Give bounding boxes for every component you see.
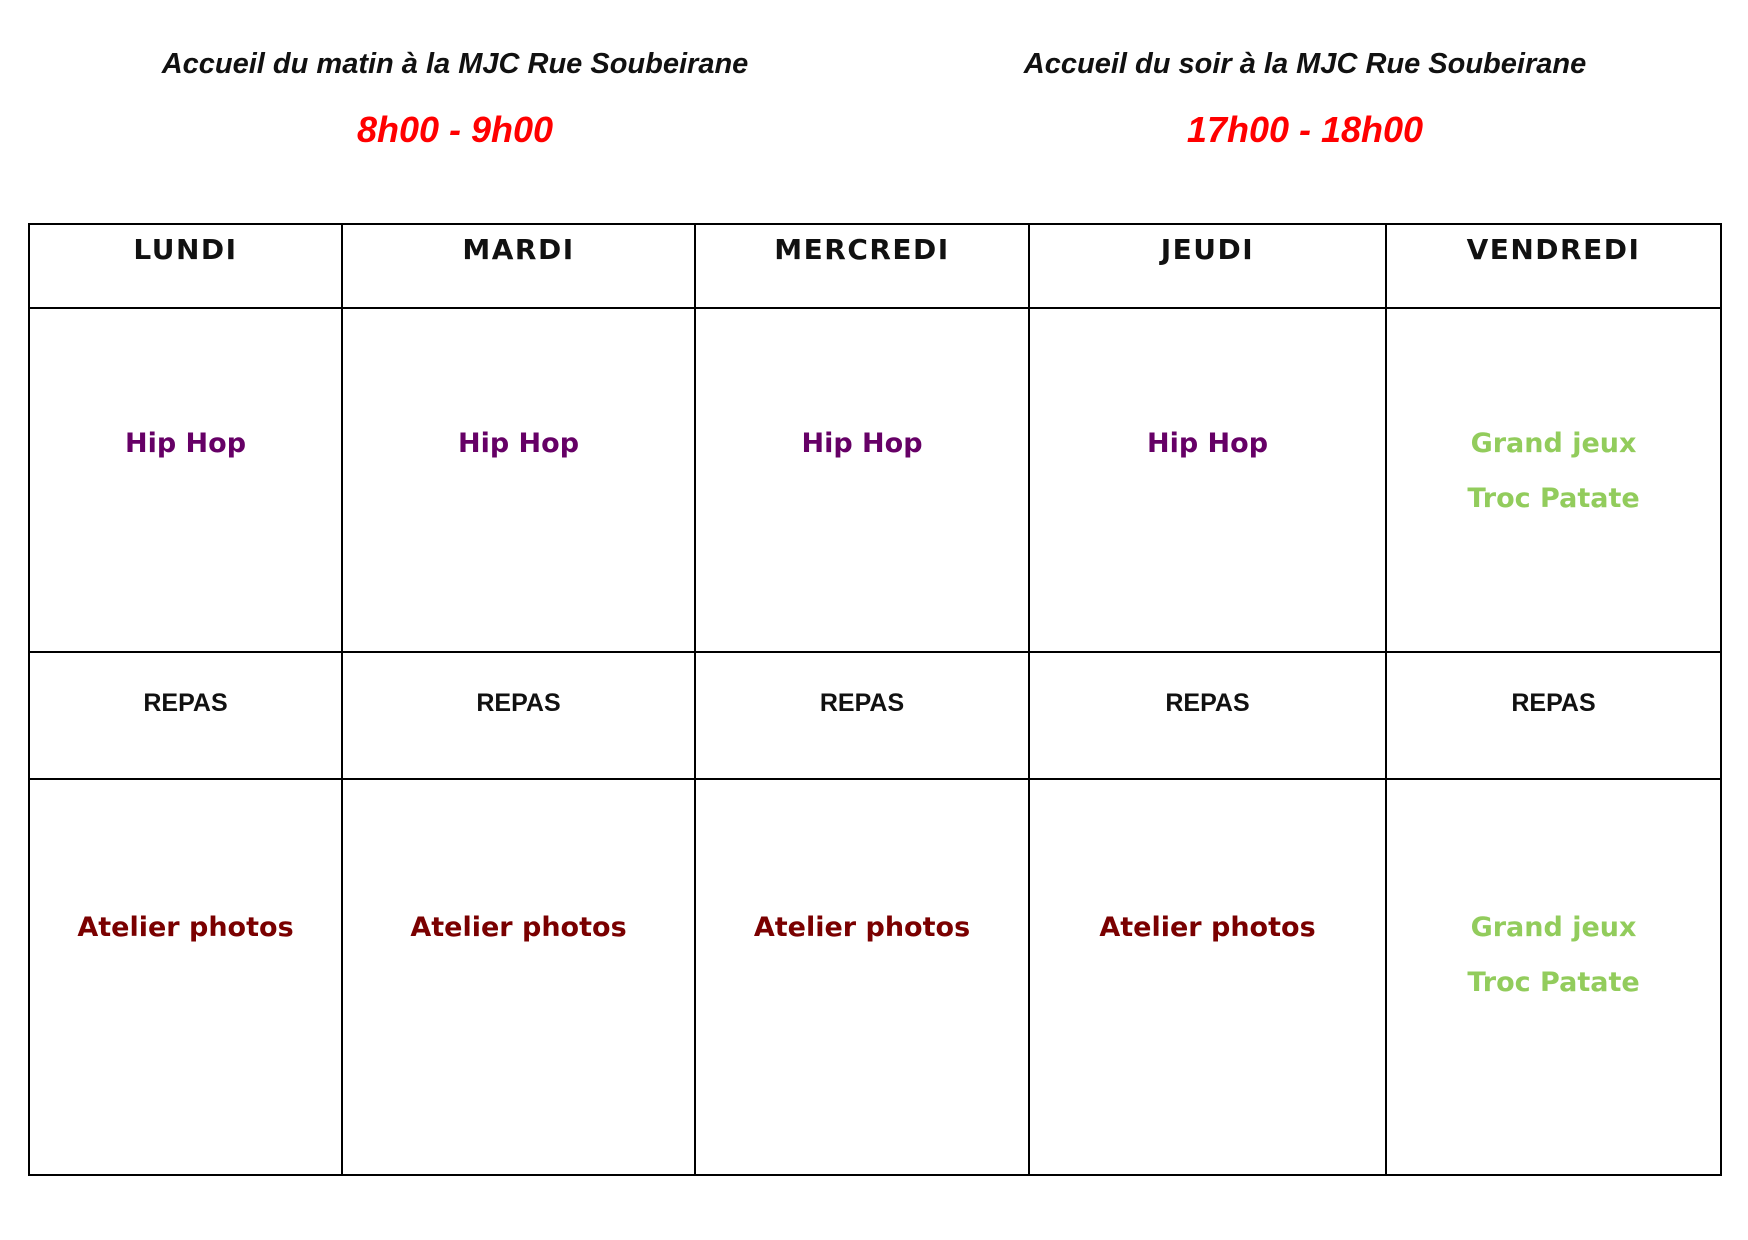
day-header-lundi: LUNDI bbox=[29, 224, 342, 308]
meal-row bbox=[29, 652, 1721, 779]
morning-cell-mardi bbox=[342, 308, 695, 652]
morning-reception-header bbox=[140, 48, 770, 151]
activity-label: Atelier photos bbox=[410, 912, 627, 943]
morning-activities-row bbox=[29, 308, 1721, 652]
afternoon-cell-jeudi bbox=[1029, 779, 1386, 1175]
activity-label: Troc Patate bbox=[1467, 967, 1640, 998]
morning-cell-mercredi bbox=[695, 308, 1029, 652]
activity-label: Atelier photos bbox=[753, 912, 971, 943]
activity-label: Atelier photos bbox=[1099, 912, 1316, 943]
evening-reception-title: Accueil du soir à la MJC Rue Soubeirane bbox=[1023, 48, 1587, 80]
activity-label: Hip Hop bbox=[124, 428, 247, 459]
meal-cell-mardi bbox=[342, 652, 695, 779]
morning-cell-jeudi bbox=[1029, 308, 1386, 652]
morning-cell-lundi bbox=[29, 308, 342, 652]
afternoon-cell-mardi bbox=[342, 779, 695, 1175]
day-header-mardi: MARDI bbox=[342, 224, 695, 308]
activity-label: Grand jeux bbox=[1470, 428, 1637, 459]
activity-label: Hip Hop bbox=[457, 428, 580, 459]
meal-label: REPAS bbox=[1165, 689, 1250, 717]
activity-label: Atelier photos bbox=[77, 912, 294, 943]
meal-cell-vendredi bbox=[1386, 652, 1721, 779]
afternoon-cell-mercredi bbox=[695, 779, 1029, 1175]
activity-label: Troc Patate bbox=[1467, 483, 1640, 514]
meal-label: REPAS bbox=[1511, 689, 1596, 717]
afternoon-cell-lundi bbox=[29, 779, 342, 1175]
morning-cell-vendredi bbox=[1386, 308, 1721, 652]
afternoon-cell-vendredi bbox=[1386, 779, 1721, 1175]
meal-cell-mercredi bbox=[695, 652, 1029, 779]
day-header-mercredi: MERCREDI bbox=[695, 224, 1029, 308]
morning-reception-title: Accueil du matin à la MJC Rue Soubeirane bbox=[161, 48, 749, 80]
days-header-row bbox=[29, 224, 1721, 308]
activity-label: Hip Hop bbox=[801, 428, 923, 459]
meal-label: REPAS bbox=[476, 689, 561, 717]
weekly-schedule-table bbox=[28, 223, 1722, 1176]
evening-reception-time: 17h00 - 18h00 bbox=[1186, 109, 1424, 150]
meal-label: REPAS bbox=[143, 689, 228, 717]
day-header-vendredi: VENDREDI bbox=[1386, 224, 1721, 308]
activity-label: Hip Hop bbox=[1146, 428, 1269, 459]
day-header-jeudi: JEUDI bbox=[1029, 224, 1386, 308]
evening-reception-header bbox=[1020, 48, 1590, 151]
meal-cell-jeudi bbox=[1029, 652, 1386, 779]
afternoon-activities-row bbox=[29, 779, 1721, 1175]
meal-label: REPAS bbox=[819, 689, 905, 717]
meal-cell-lundi bbox=[29, 652, 342, 779]
morning-reception-time: 8h00 - 9h00 bbox=[356, 109, 554, 150]
activity-label: Grand jeux bbox=[1470, 912, 1637, 943]
